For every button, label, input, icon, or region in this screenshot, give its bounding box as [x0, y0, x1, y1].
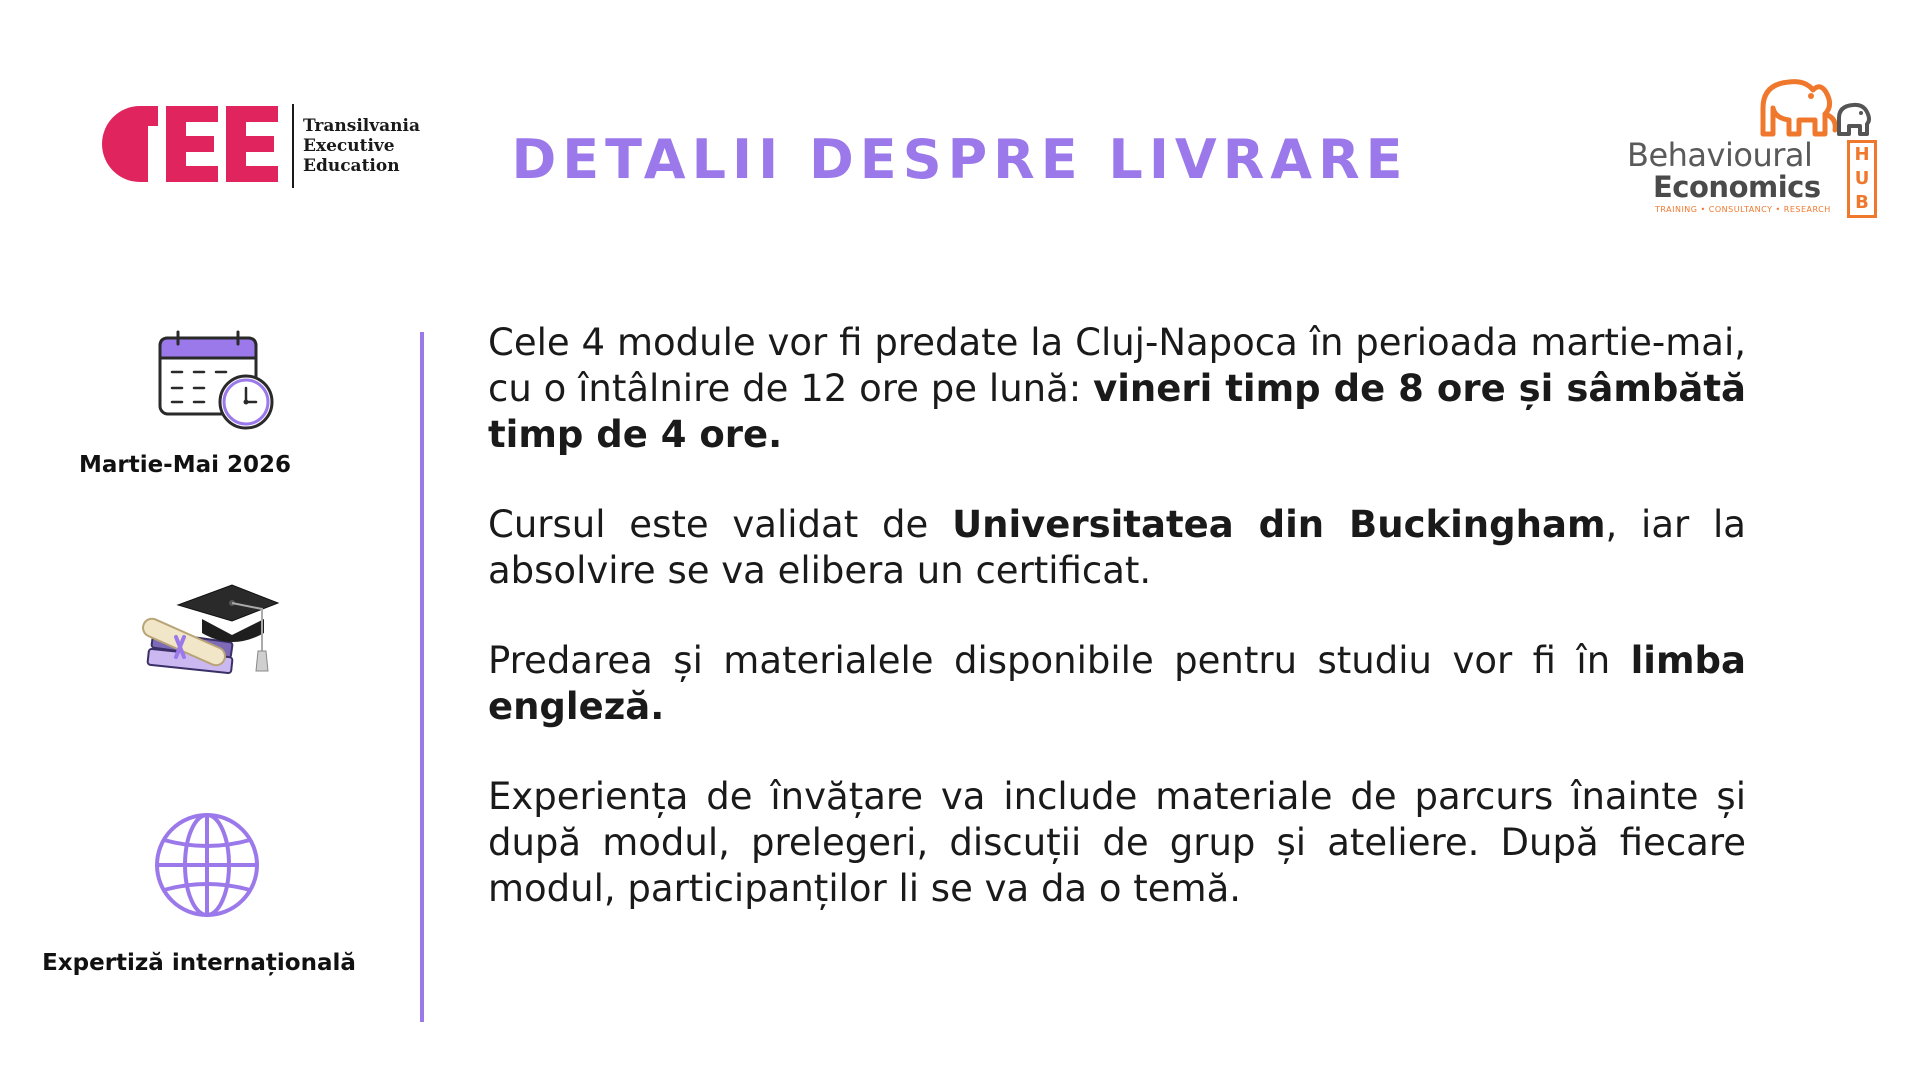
tee-logo-line: Executive — [303, 136, 395, 156]
feature-label-schedule: Martie-Mai 2026 — [78, 452, 292, 478]
logo-hub-letter: B — [1855, 192, 1869, 213]
calendar-clock-icon — [152, 330, 282, 430]
feature-international — [20, 810, 390, 976]
logo-word-behavioural: Behavioural — [1627, 136, 1813, 174]
feature-label-international: Expertiză internațională — [42, 950, 356, 976]
vertical-divider — [420, 332, 424, 1022]
feature-certificate — [20, 575, 390, 695]
paragraph-text: Cele 4 module vor fi predate la Cluj-Napoca în perioada martie-mai, cu o întâlnire de 12 ore pe lună: — [488, 321, 1746, 410]
paragraph-emphasis: vineri timp de 8 ore și sâmbătă timp de 4 ore. — [488, 367, 1746, 456]
paragraph-language — [488, 638, 1746, 730]
logo-hub-box — [1847, 140, 1877, 218]
page-title: DETALII DESPRE LIVRARE — [511, 128, 1409, 191]
logo-hub-letter: U — [1854, 168, 1870, 189]
paragraph-emphasis: Universitatea din Buckingham — [952, 503, 1606, 546]
graduation-cap-diploma-icon — [132, 575, 282, 695]
globe-icon — [152, 810, 262, 920]
logo-hub-letter: H — [1854, 144, 1870, 165]
paragraph-text-after: , iar la absolvire se va elibera un certificat. — [488, 503, 1746, 592]
paragraph-validation — [488, 502, 1746, 594]
behavioural-economics-hub-logo — [1625, 72, 1885, 222]
logo-tagline: TRAINING • CONSULTANCY • RESEARCH — [1655, 205, 1831, 214]
tee-logo-line: Education — [303, 156, 400, 176]
delivery-details — [488, 320, 1746, 956]
paragraph-text: Cursul este validat de — [488, 503, 953, 546]
feature-schedule — [20, 330, 390, 478]
paragraph-experience — [488, 774, 1746, 912]
tee-logo-line: Transilvania — [303, 116, 420, 136]
logo-word-economics: Economics — [1653, 170, 1821, 204]
paragraph-schedule — [488, 320, 1746, 458]
paragraph-text: Experiența de învățare va include materiale de parcurs înainte și după modul, prelegeri, discuții de grup și ateliere. După fiecare modul, participanților li se va da o temă. — [488, 775, 1746, 910]
paragraph-text: Predarea și materialele disponibile pentru studiu vor fi în — [488, 639, 1631, 682]
paragraph-emphasis: limba engleză. — [488, 639, 1746, 728]
elephant-icon — [1755, 72, 1875, 142]
